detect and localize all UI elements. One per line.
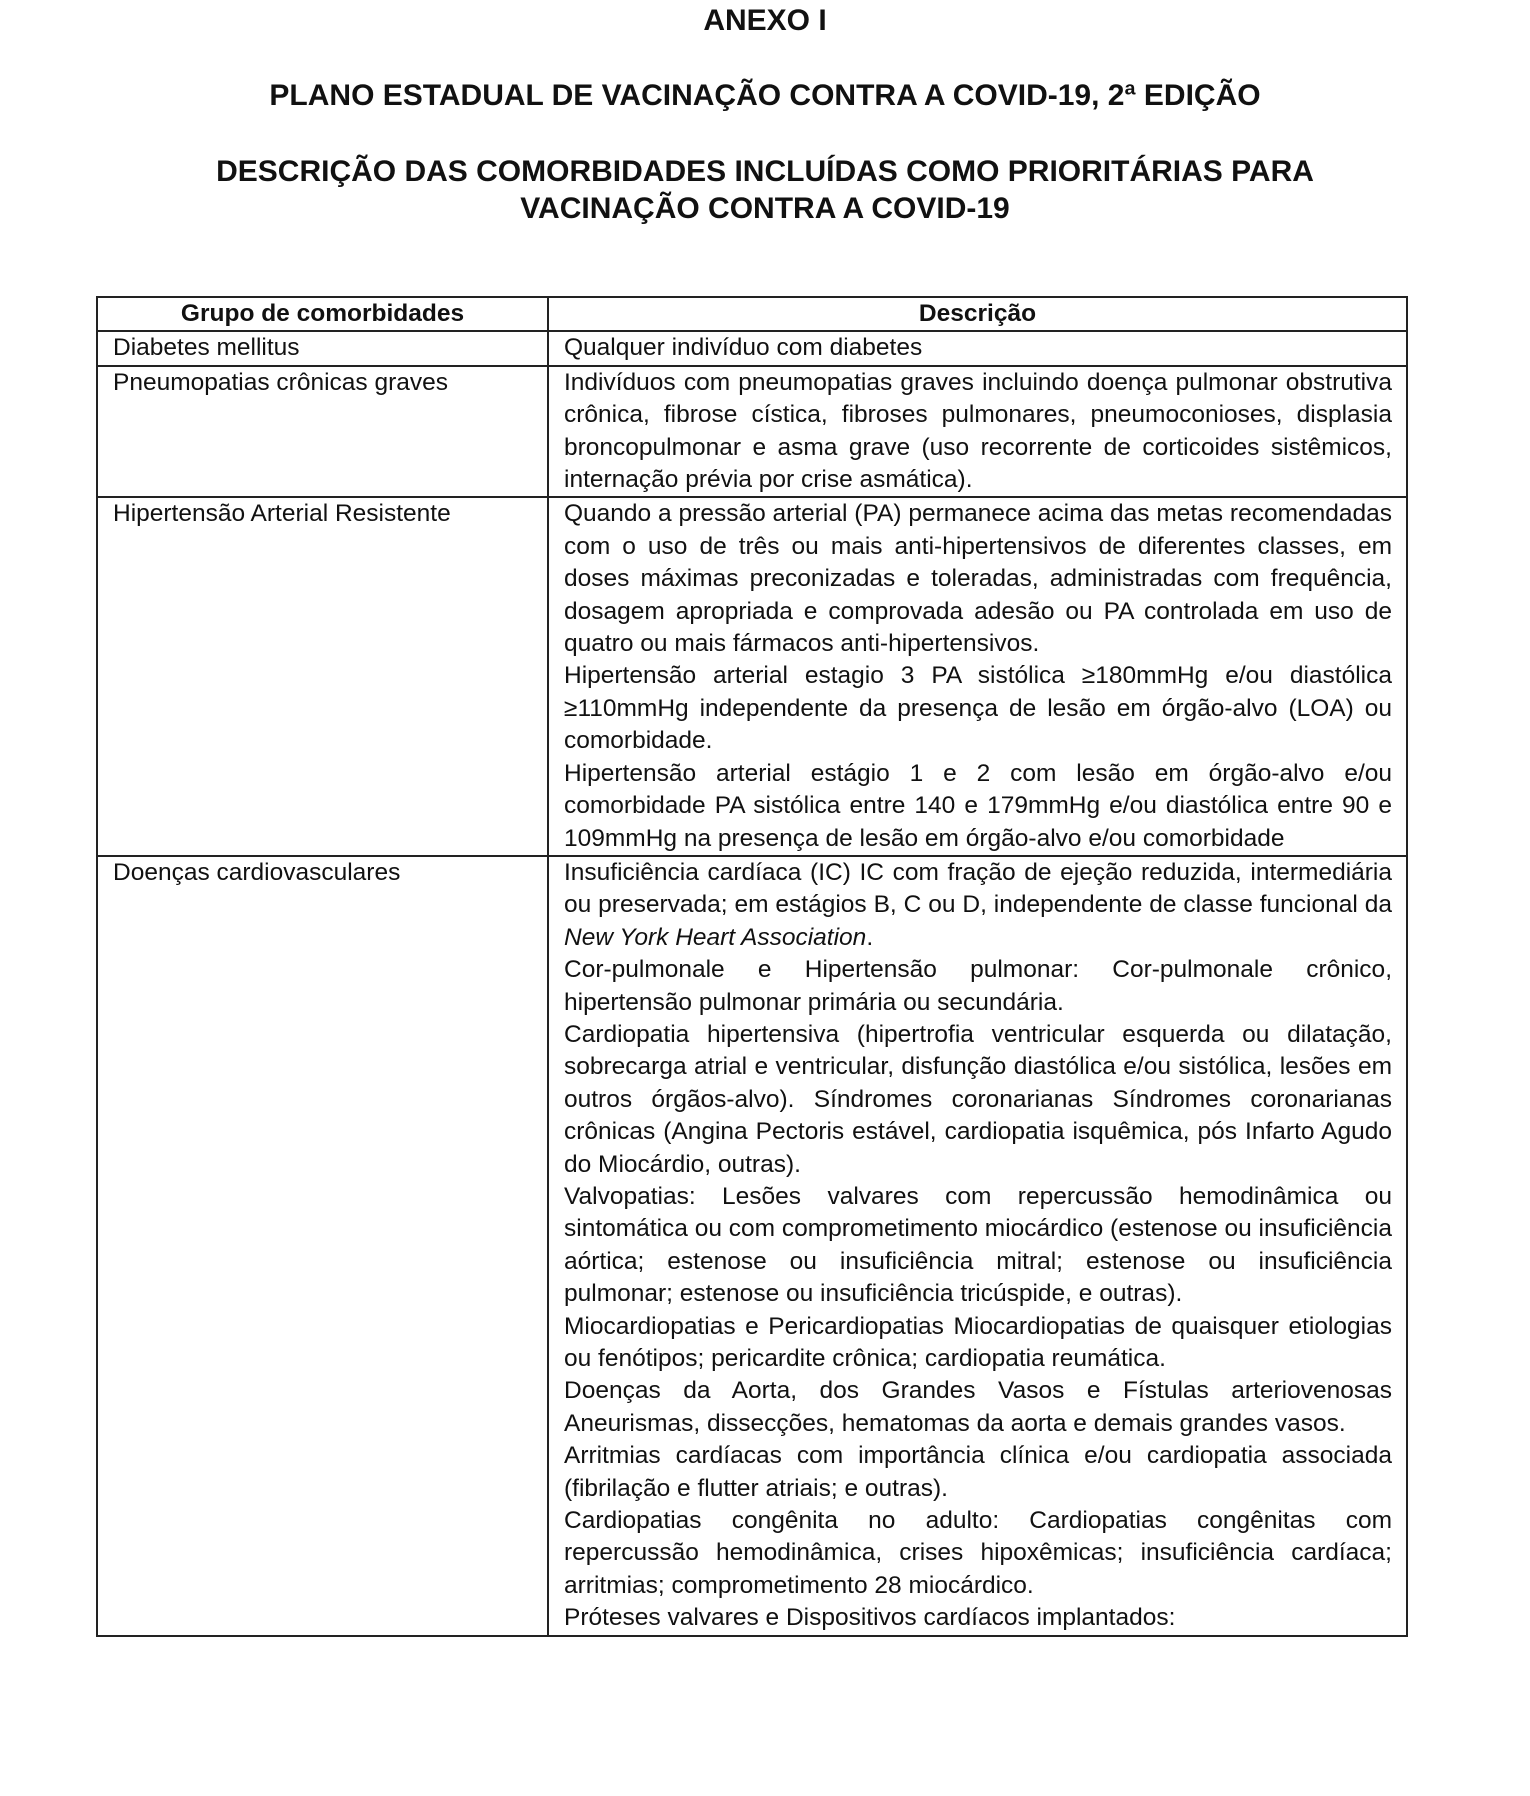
description-italic-text: New York Heart Association	[564, 923, 867, 951]
description-paragraph: Cor-pulmonale e Hipertensão pulmonar: Cor-pulmonale crônico, hipertensão pulmonar primária ou secundária.	[564, 956, 1392, 1016]
plan-title: PLANO ESTADUAL DE VACINAÇÃO CONTRA A COVID-19, 2ª EDIÇÃO	[269, 79, 1261, 112]
description-paragraph: Qualquer indivíduo com diabetes	[564, 334, 923, 362]
group-cell: Diabetes mellitus	[97, 331, 548, 365]
description-paragraph: Cardiopatia hipertensiva (hipertrofia ventricular esquerda ou dilatação, sobrecarga atrial e ventricular, disfunção diastólica e/ou sistólica, lesões em outros órgãos-alvo). Síndromes coronarianas Síndromes coronarianas crônicas (Angina Pectoris estável, cardiopatia isquêmica, pós Infarto Agudo do Miocárdio, outras).	[564, 1020, 1392, 1178]
section-heading-line-2: VACINAÇÃO CONTRA A COVID-19	[520, 192, 1010, 225]
group-cell: Hipertensão Arterial Resistente	[97, 497, 548, 855]
description-paragraph: Hipertensão arterial estagio 3 PA sistólica ≥180mmHg e/ou diastólica ≥110mmHg independente da presença de lesão em órgão-alvo (LOA) ou comorbidade.	[564, 662, 1392, 755]
table-row	[97, 856, 1407, 1636]
description-cell	[548, 366, 1407, 498]
comorbidities-table	[96, 296, 1408, 1637]
description-paragraph: Quando a pressão arterial (PA) permanece acima das metas recomendadas com o uso de três ou mais anti-hipertensivos de diferentes classes, em doses máximas preconizadas e toleradas, administradas com frequência, dosagem apropriada e comprovada adesão ou PA controlada em uso de quatro ou mais fármacos anti-hipertensivos.	[564, 500, 1392, 658]
annex-title: ANEXO I	[703, 4, 827, 37]
table-row	[97, 331, 1407, 365]
description-paragraph: Hipertensão arterial estágio 1 e 2 com lesão em órgão-alvo e/ou comorbidade PA sistólica entre 140 e 179mmHg e/ou diastólica entre 90 e 109mmHg na presença de lesão em órgão-alvo e/ou comorbidade	[564, 759, 1392, 852]
description-text: Insuficiência cardíaca (IC) IC com fração de ejeção reduzida, intermediária ou preservada; em estágios B, C ou D, independente de classe funcional da	[564, 858, 1392, 919]
description-paragraph: Doenças da Aorta, dos Grandes Vasos e Fístulas arteriovenosas Aneurismas, dissecções, hematomas da aorta e demais grandes vasos.	[564, 1377, 1392, 1437]
description-paragraph: Miocardiopatias e Pericardiopatias Miocardiopatias de quaisquer etiologias ou fenótipos; pericardite crônica; cardiopatia reumática.	[564, 1312, 1392, 1372]
description-paragraph: Arritmias cardíacas com importância clínica e/ou cardiopatia associada (fibrilação e flutter atriais; e outras).	[564, 1442, 1392, 1502]
table-row	[97, 366, 1407, 498]
description-text: .	[866, 923, 874, 951]
description-cell	[548, 497, 1407, 855]
description-paragraph	[564, 857, 1392, 954]
table-row	[97, 497, 1407, 855]
section-heading-line-1: DESCRIÇÃO DAS COMORBIDADES INCLUÍDAS COMO PRIORITÁRIAS PARA	[216, 155, 1314, 188]
column-header-group: Grupo de comorbidades	[97, 297, 548, 331]
description-paragraph: Próteses valvares e Dispositivos cardíacos implantados:	[564, 1604, 1176, 1632]
description-paragraph: Indivíduos com pneumopatias graves incluindo doença pulmonar obstrutiva crônica, fibrose cística, fibroses pulmonares, pneumoconioses, displasia broncopulmonar e asma grave (uso recorrente de corticoides sistêmicos, internação prévia por crise asmática).	[564, 368, 1392, 494]
description-paragraph: Valvopatias: Lesões valvares com repercussão hemodinâmica ou sintomática ou com comprometimento miocárdico (estenose ou insuficiência aórtica; estenose ou insuficiência mitral; estenose ou insuficiência pulmonar; estenose ou insuficiência tricúspide, e outras).	[564, 1182, 1392, 1308]
description-cell	[548, 856, 1407, 1636]
column-header-description: Descrição	[548, 297, 1407, 331]
description-cell	[548, 331, 1407, 365]
group-cell: Doenças cardiovasculares	[97, 856, 548, 1636]
table-header-row	[97, 297, 1407, 331]
group-cell: Pneumopatias crônicas graves	[97, 366, 548, 498]
description-paragraph: Cardiopatias congênita no adulto: Cardiopatias congênitas com repercussão hemodinâmica, crises hipoxêmicas; insuficiência cardíaca; arritmias; comprometimento 28 miocárdico.	[564, 1507, 1392, 1599]
